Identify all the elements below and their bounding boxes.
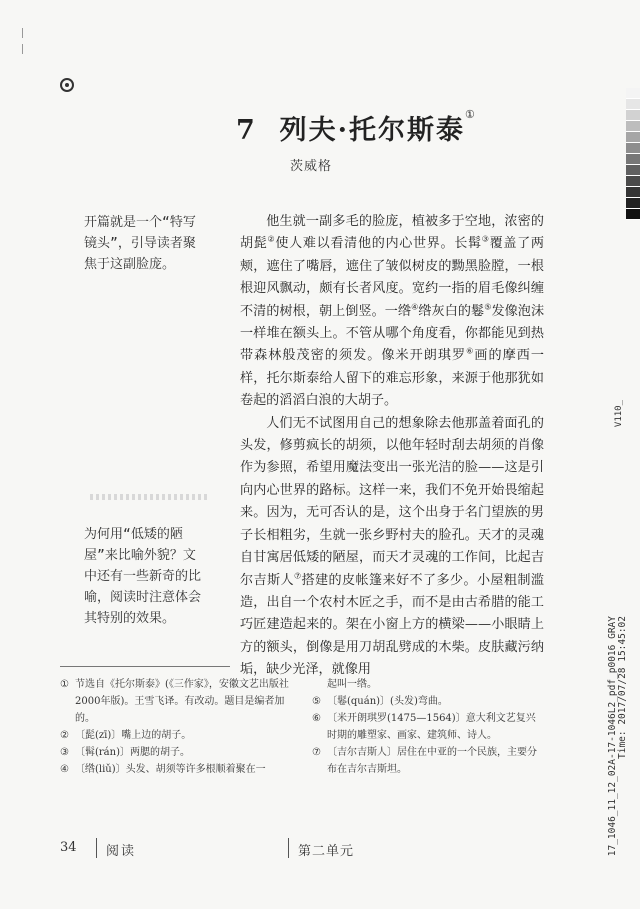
footnotes-right [312,676,542,778]
author: 茨威格 [290,159,333,174]
side-note: 开篇就是一个“特写镜头”，引导读者聚焦于这副脸庞。 [84,215,196,272]
footnote [312,744,542,778]
footnote-ref: ⑥ [466,347,475,357]
body-text [240,211,544,682]
body-paragraph [240,211,544,413]
footnote-ref: ③ [481,235,490,245]
footnote [312,693,542,710]
footnote [60,727,300,744]
footnote-rule [60,666,230,667]
page-id: V110_ [614,400,624,428]
footnote-text: 〔绺(liǔ)〕头发、胡须等许多根顺着聚在一 [75,764,266,775]
body-text-run: 他生就一副多毛的脸庞，植被多于空地，浓密的胡髭 [240,214,544,252]
body-text-run: 使人难以看清他的内心世界。长髯 [275,236,482,252]
footnote-text: 〔米开朗琪罗(1475—1564)〕意大利文艺复兴时期的雕塑家、画家、建筑师、诗人。 [327,713,536,741]
body-text-run: 人们无不试图用自己的想象除去他那盖着面孔的头发，修剪疯长的胡须，以他年轻时刮去胡须的肖像作为参照，希望用魔法变出一张光洁的脸——这是引向内心世界的路标。这样一来，我们不免开始畏缩起来。因为，无可否认的是，这个出身于名门望族的男子长相粗劣，生就一张乡野村夫的脸孔。天才的灵魂自甘寓居低矮的陋屋，而天才灵魂的工作间，比起吉尔吉斯人 [240,415,544,588]
title-footnote-mark: ① [465,108,477,121]
footnotes-left [60,676,300,778]
footnote [60,676,300,727]
footnote-text: 〔吉尔吉斯人〕居住在中亚的一个民族，主要分布在吉尔吉斯坦。 [327,747,537,775]
lesson-name: 列夫·托尔斯泰 [279,115,466,146]
unit-label: 第二单元 [298,844,355,859]
footnote-mark: ③ [60,747,69,758]
footnote-ref: ⑦ [293,571,302,581]
footer-divider [288,838,289,858]
grayscale-calibration-strip [626,88,640,220]
footnote-text: 〔鬈(quán)〕(头发)弯曲。 [327,696,448,707]
footnote-text: 〔髭(zī)〕嘴上边的胡子。 [75,730,192,741]
scan-smudge [90,494,210,500]
footnote-mark: ① [60,679,69,690]
footnote-ref: ⑤ [484,302,492,312]
footnote-mark: ⑥ [312,713,321,724]
body-text-run: 覆盖了两颊，遮住了嘴唇，遮住了皱似树皮的黝黑脸膛，一根根迎风飘动，颇有长者风度。宽约一指的眉毛像纠缠不清的树根，朝上倒竖。一绺 [240,236,545,319]
footnote-mark: ② [60,730,69,741]
scan-tick [22,44,23,54]
footnote-continuation: 起叫一绺。 [327,679,377,690]
body-text-run: 发像泡沫一样堆在额头上。不管从哪个角度看，你都能见到热带森林般茂密的须发。像米开朗琪罗 [240,303,545,364]
scan-tick [22,28,23,38]
footnote-mark: ⑦ [312,747,321,758]
body-text-run: 绺灰白的鬈 [418,303,485,319]
side-note: 为何用“低矮的陋屋”来比喻外貌？文中还有一些新奇的比喻，阅读时注意体会其特别的效果。 [84,527,202,626]
body-text-run: 画的摩西一样，托尔斯泰给人留下的难忘形象，来源于他那犹如卷起的滔滔白浪的大胡子。 [240,348,545,409]
lesson-title [236,108,477,147]
footnote-text: 〔髯(rán)〕两腮的胡子。 [75,747,190,758]
footnote [60,744,300,761]
footnote [312,710,542,744]
footnote-mark: ⑤ [312,696,321,707]
footnote-ref: ② [267,235,276,245]
footer-divider [96,838,97,858]
body-text-run: 搭建的皮帐篷来好不了多少。小屋粗制滥造，出自一个农村木匠之手，而不是由古希腊的能工巧匠建造起来的。架在小窗上方的横梁——小眼睛上方的额头，倒像是用刀胡乱劈成的木柴。皮肤藏污纳垢，缺少光泽，就像用 [240,572,545,678]
print-code: 17_1046_11_12_02A-17-1046L2_pdf_p0016 GRAY [607,616,618,857]
print-time: Time: 2017/07/28 15:45:02 [617,616,628,759]
footnote-text: 节选自《托尔斯泰》(《三作家》，安徽文艺出版社2000年版)。王雪飞译。有改动。题目是编者加的。 [75,679,289,724]
page-number: 34 [60,840,77,855]
footnote-ref: ④ [411,302,419,312]
footnote-mark: ④ [60,764,69,775]
footnote [60,761,300,778]
section-label: 阅读 [106,844,137,859]
scan-circle-icon [60,78,74,92]
lesson-number: 7 [236,115,257,146]
body-paragraph [240,413,544,682]
